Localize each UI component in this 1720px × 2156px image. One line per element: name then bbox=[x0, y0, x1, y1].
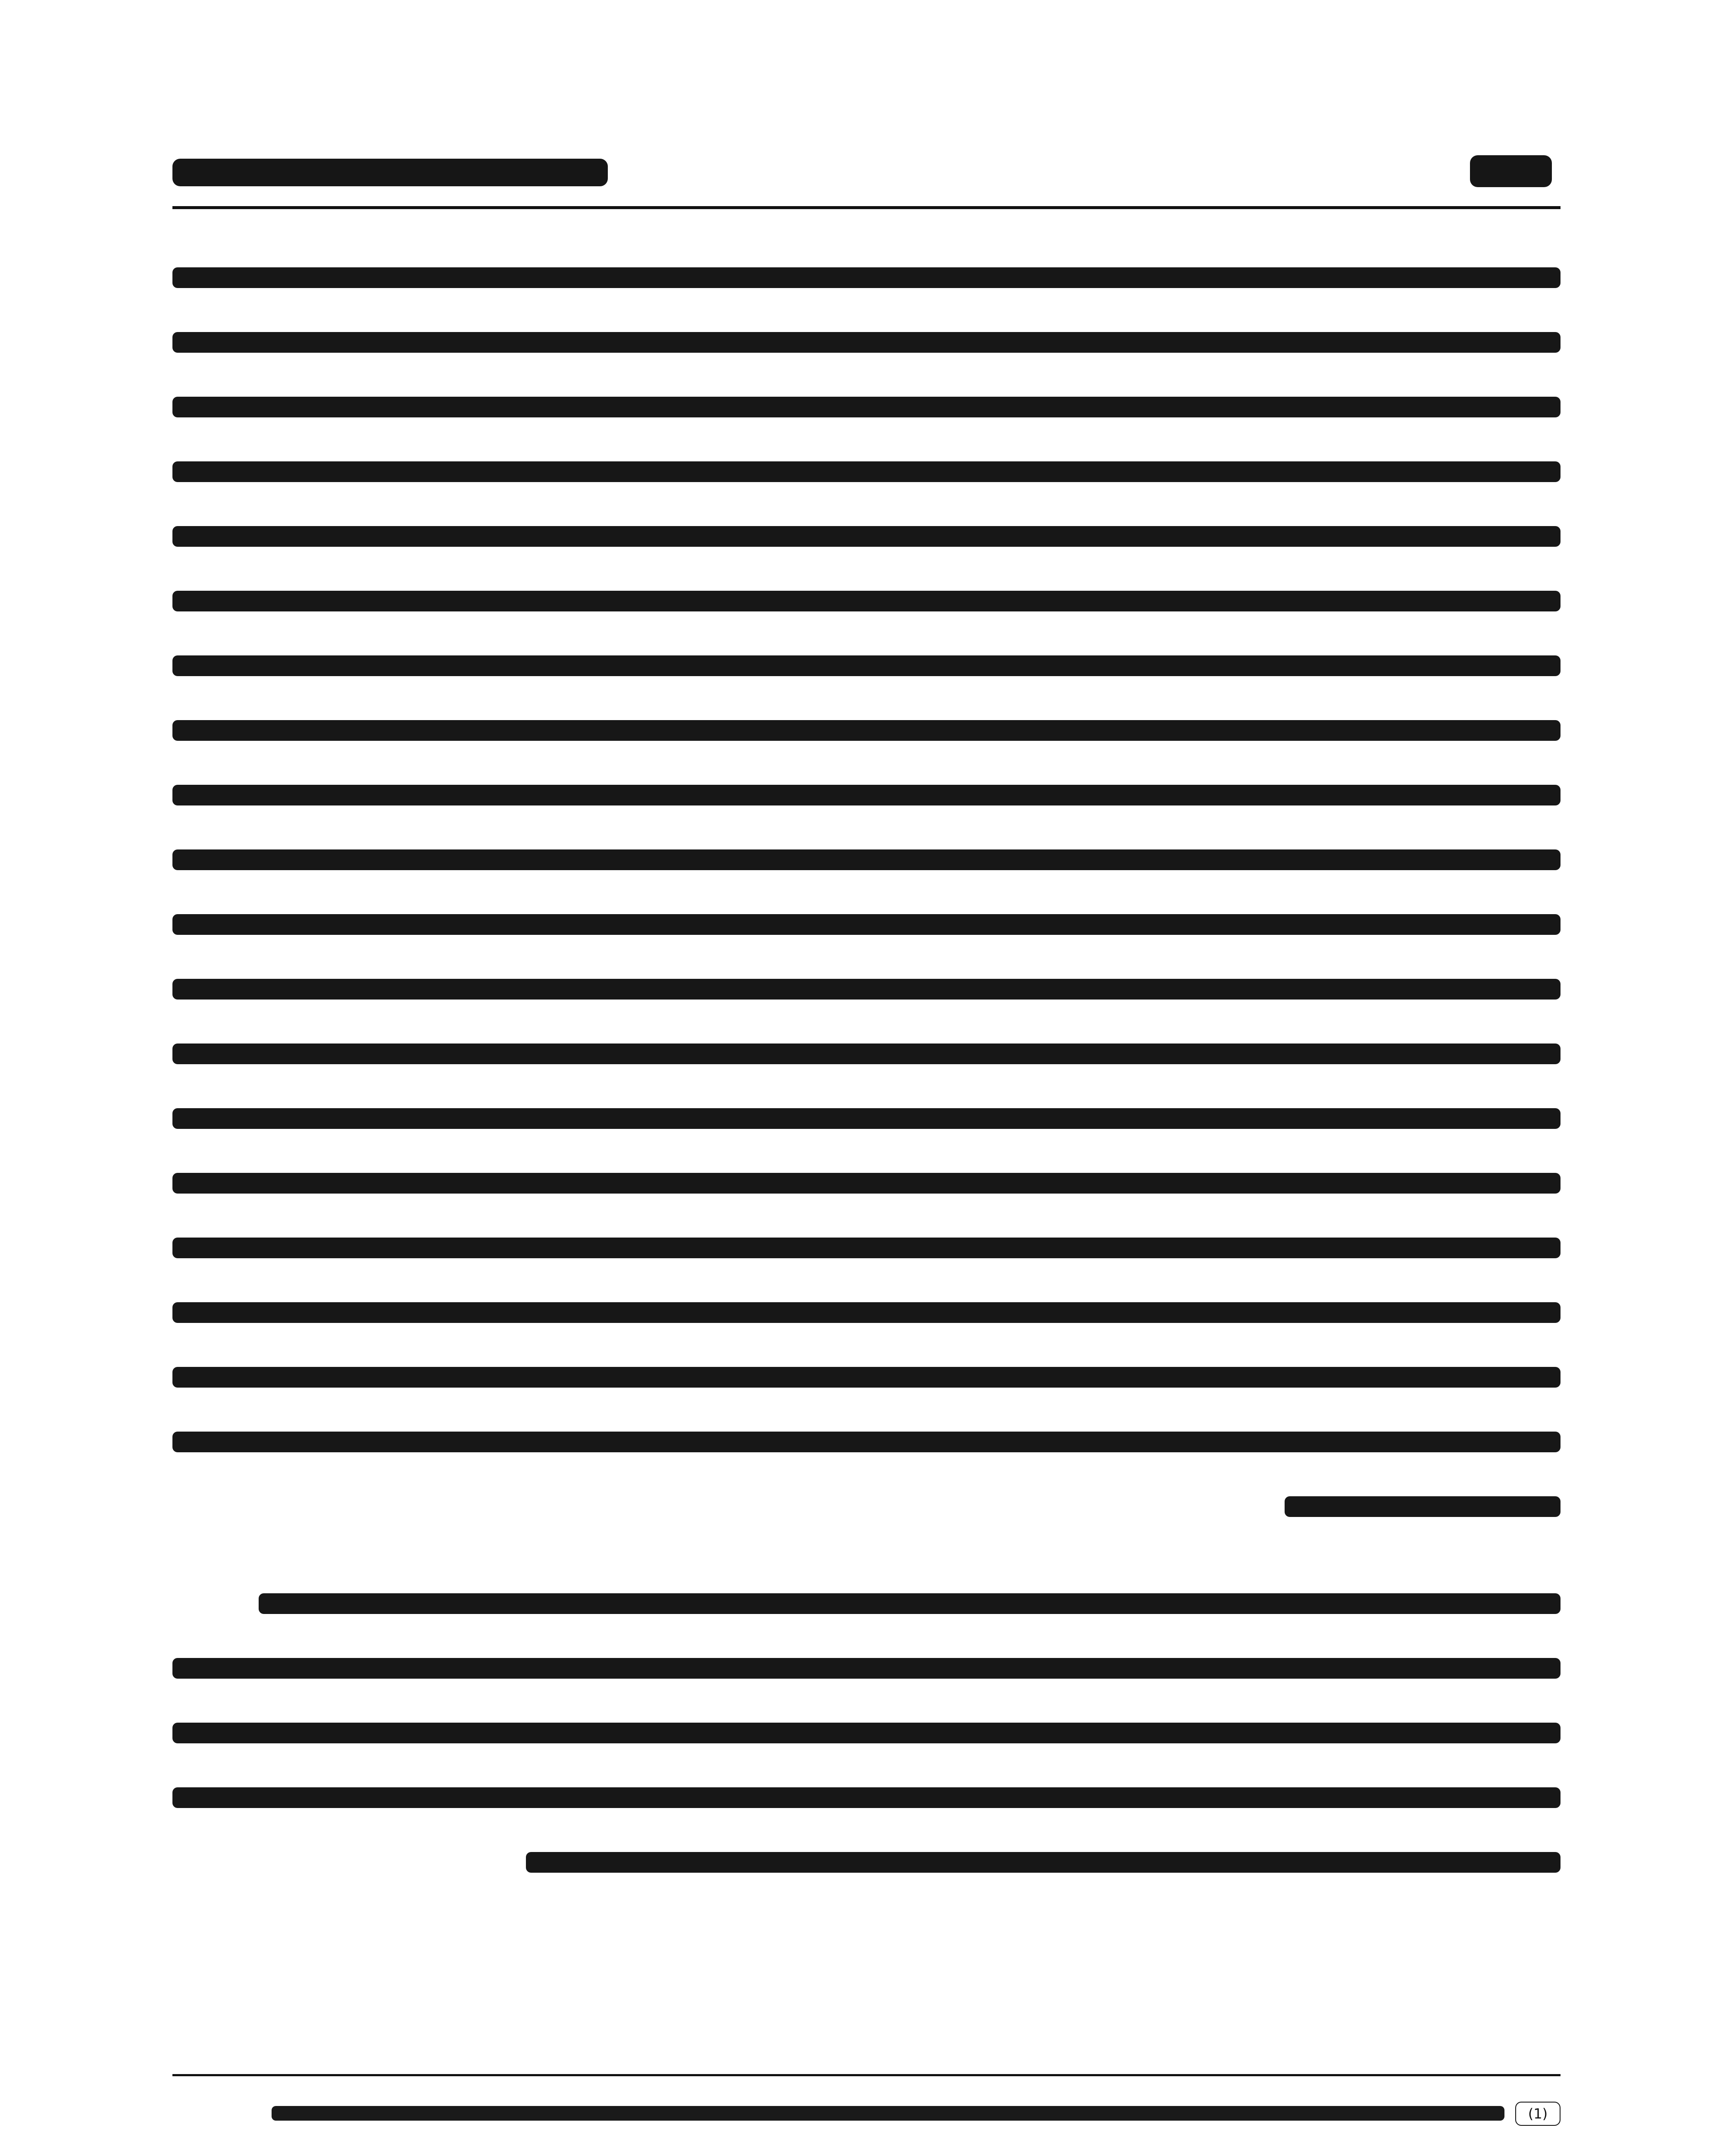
body-text-line-placeholder-9 bbox=[172, 785, 1561, 805]
page-header bbox=[172, 147, 1561, 211]
body-text-block bbox=[172, 267, 1561, 2014]
footnote-marker-1: (1) bbox=[1515, 2102, 1561, 2126]
body-text-line-placeholder-5 bbox=[172, 526, 1561, 547]
body-text-line-placeholder-6 bbox=[172, 591, 1561, 611]
body-text-line-placeholder-4 bbox=[172, 461, 1561, 482]
body-text-line-placeholder-13 bbox=[172, 1044, 1561, 1064]
body-text-line-placeholder-7 bbox=[172, 655, 1561, 676]
body-text-line-placeholder-2 bbox=[172, 332, 1561, 353]
body-text-line-placeholder-10 bbox=[172, 849, 1561, 870]
footnote-1 bbox=[172, 2100, 1561, 2128]
body-text-line-placeholder-17 bbox=[172, 1302, 1561, 1323]
body-text-line-placeholder-20 bbox=[1285, 1496, 1561, 1517]
page-header-title-placeholder bbox=[172, 159, 608, 186]
body-text-line-placeholder-8 bbox=[172, 720, 1561, 741]
body-text-line-placeholder-19 bbox=[172, 1432, 1561, 1452]
body-text-line-placeholder-11 bbox=[172, 914, 1561, 935]
body-text-line-placeholder-3 bbox=[172, 397, 1561, 417]
page-number-placeholder bbox=[1470, 155, 1552, 187]
body-text-line-placeholder-22 bbox=[172, 1658, 1561, 1679]
body-text-line-placeholder-25 bbox=[526, 1852, 1561, 1873]
body-text-line-placeholder-16 bbox=[172, 1238, 1561, 1258]
footnote-1-text-placeholder bbox=[272, 2106, 1504, 2121]
body-text-line-placeholder-1 bbox=[172, 267, 1561, 288]
body-text-line-placeholder-15 bbox=[172, 1173, 1561, 1194]
body-text-line-placeholder-21 bbox=[259, 1593, 1561, 1614]
body-text-line-placeholder-23 bbox=[172, 1723, 1561, 1743]
header-rule bbox=[172, 206, 1561, 209]
footnotes-block bbox=[172, 2100, 1561, 2156]
body-text-line-placeholder-14 bbox=[172, 1108, 1561, 1129]
body-text-line-placeholder-12 bbox=[172, 979, 1561, 1000]
body-text-line-placeholder-18 bbox=[172, 1367, 1561, 1388]
body-text-line-placeholder-24 bbox=[172, 1787, 1561, 1808]
footnote-rule bbox=[172, 2074, 1561, 2076]
